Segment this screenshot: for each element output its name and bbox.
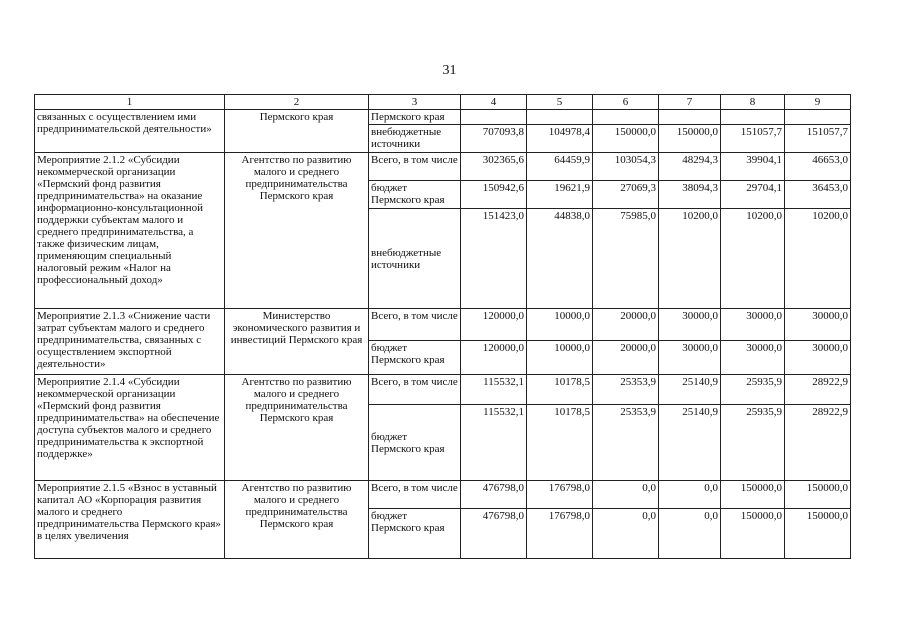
value-cell: 10200,0 — [659, 209, 721, 309]
column-number-row — [35, 95, 851, 110]
value-cell: 151057,7 — [721, 125, 785, 153]
value-cell: 150000,0 — [721, 481, 785, 509]
value-cell — [593, 110, 659, 125]
value-cell: 25140,9 — [659, 405, 721, 481]
column-number: 8 — [721, 95, 785, 110]
value-cell: 46653,0 — [785, 153, 851, 181]
budget-table — [34, 94, 851, 559]
value-cell: 10000,0 — [527, 309, 593, 341]
measure-name: Мероприятие 2.1.5 «Взнос в уставный капитал АО «Корпорация развития малого и среднего предпринимательства Пермского края» в целях увеличения — [35, 481, 225, 559]
page-number: 31 — [442, 63, 457, 78]
executor: Пермского края — [225, 110, 369, 153]
value-cell: 120000,0 — [461, 341, 527, 375]
value-cell: 10200,0 — [785, 209, 851, 309]
column-number: 7 — [659, 95, 721, 110]
value-cell: 39904,1 — [721, 153, 785, 181]
value-cell: 20000,0 — [593, 341, 659, 375]
funding-source: бюджет Пермского края — [369, 181, 461, 209]
value-cell: 707093,8 — [461, 125, 527, 153]
value-cell: 30000,0 — [659, 309, 721, 341]
value-cell: 104978,4 — [527, 125, 593, 153]
value-cell: 150000,0 — [593, 125, 659, 153]
value-cell: 10178,5 — [527, 405, 593, 481]
value-cell: 0,0 — [593, 481, 659, 509]
table-row — [35, 375, 851, 405]
value-cell — [527, 110, 593, 125]
column-number: 5 — [527, 95, 593, 110]
funding-source: бюджет Пермского края — [369, 405, 461, 481]
value-cell: 25353,9 — [593, 405, 659, 481]
value-cell — [785, 110, 851, 125]
column-number: 4 — [461, 95, 527, 110]
value-cell — [721, 110, 785, 125]
table-row — [35, 153, 851, 181]
value-cell: 150000,0 — [659, 125, 721, 153]
value-cell: 25935,9 — [721, 375, 785, 405]
funding-source: Пермского края — [369, 110, 461, 125]
value-cell: 10200,0 — [721, 209, 785, 309]
executor: Агентство по развитию малого и среднего предпринимательства Пермского края — [225, 375, 369, 481]
column-number: 6 — [593, 95, 659, 110]
funding-source: внебюджетные источники — [369, 125, 461, 153]
value-cell: 30000,0 — [785, 309, 851, 341]
funding-source: бюджет Пермского края — [369, 509, 461, 559]
value-cell — [659, 110, 721, 125]
value-cell: 476798,0 — [461, 481, 527, 509]
value-cell: 115532,1 — [461, 375, 527, 405]
value-cell: 25140,9 — [659, 375, 721, 405]
funding-source: Всего, в том числе — [369, 309, 461, 341]
funding-source: бюджет Пермского края — [369, 341, 461, 375]
value-cell: 75985,0 — [593, 209, 659, 309]
value-cell: 176798,0 — [527, 481, 593, 509]
value-cell: 0,0 — [659, 509, 721, 559]
value-cell: 19621,9 — [527, 181, 593, 209]
value-cell: 120000,0 — [461, 309, 527, 341]
value-cell: 30000,0 — [721, 309, 785, 341]
value-cell: 30000,0 — [785, 341, 851, 375]
value-cell: 10000,0 — [527, 341, 593, 375]
table-row — [35, 309, 851, 341]
value-cell: 0,0 — [659, 481, 721, 509]
value-cell: 48294,3 — [659, 153, 721, 181]
value-cell: 27069,3 — [593, 181, 659, 209]
value-cell: 0,0 — [593, 509, 659, 559]
funding-source: Всего, в том числе — [369, 153, 461, 181]
value-cell: 150000,0 — [721, 509, 785, 559]
value-cell: 151057,7 — [785, 125, 851, 153]
value-cell — [461, 110, 527, 125]
table-row — [35, 481, 851, 509]
value-cell: 176798,0 — [527, 509, 593, 559]
value-cell: 150000,0 — [785, 509, 851, 559]
value-cell: 64459,9 — [527, 153, 593, 181]
funding-source: внебюджетные источники — [369, 209, 461, 309]
measure-name: Мероприятие 2.1.4 «Субсидии некоммерческой организации «Пермский фонд развития предпринимательства» на обеспечение доступа субъектов малого и среднего предпринимательства к экспортной поддержке» — [35, 375, 225, 481]
value-cell: 10178,5 — [527, 375, 593, 405]
value-cell: 302365,6 — [461, 153, 527, 181]
value-cell: 44838,0 — [527, 209, 593, 309]
funding-source: Всего, в том числе — [369, 375, 461, 405]
value-cell: 25353,9 — [593, 375, 659, 405]
column-number: 2 — [225, 95, 369, 110]
value-cell: 29704,1 — [721, 181, 785, 209]
executor: Министерство экономического развития и инвестиций Пермского края — [225, 309, 369, 375]
value-cell: 476798,0 — [461, 509, 527, 559]
value-cell: 103054,3 — [593, 153, 659, 181]
funding-source: Всего, в том числе — [369, 481, 461, 509]
value-cell: 150000,0 — [785, 481, 851, 509]
executor: Агентство по развитию малого и среднего предпринимательства Пермского края — [225, 153, 369, 309]
value-cell: 30000,0 — [721, 341, 785, 375]
column-number: 9 — [785, 95, 851, 110]
value-cell: 115532,1 — [461, 405, 527, 481]
value-cell: 28922,9 — [785, 405, 851, 481]
measure-name: Мероприятие 2.1.3 «Снижение части затрат субъектам малого и среднего предпринимательства, связанных с осуществлением экспортной деятельности» — [35, 309, 225, 375]
measure-name: связанных с осуществлением ими предпринимательской деятельности» — [35, 110, 225, 153]
value-cell: 30000,0 — [659, 341, 721, 375]
value-cell: 20000,0 — [593, 309, 659, 341]
table-row — [35, 110, 851, 125]
value-cell: 38094,3 — [659, 181, 721, 209]
measure-name: Мероприятие 2.1.2 «Субсидии некоммерческой организации «Пермский фонд развития предпринимательства» на оказание информационно-консультационной поддержки субъектам малого и среднего предпринимательства, а также физическим лицам, применяющим специальный налоговый режим «Налог на профессиональный доход» — [35, 153, 225, 309]
column-number: 3 — [369, 95, 461, 110]
value-cell: 151423,0 — [461, 209, 527, 309]
column-number: 1 — [35, 95, 225, 110]
value-cell: 36453,0 — [785, 181, 851, 209]
value-cell: 25935,9 — [721, 405, 785, 481]
value-cell: 150942,6 — [461, 181, 527, 209]
value-cell: 28922,9 — [785, 375, 851, 405]
executor: Агентство по развитию малого и среднего предпринимательства Пермского края — [225, 481, 369, 559]
